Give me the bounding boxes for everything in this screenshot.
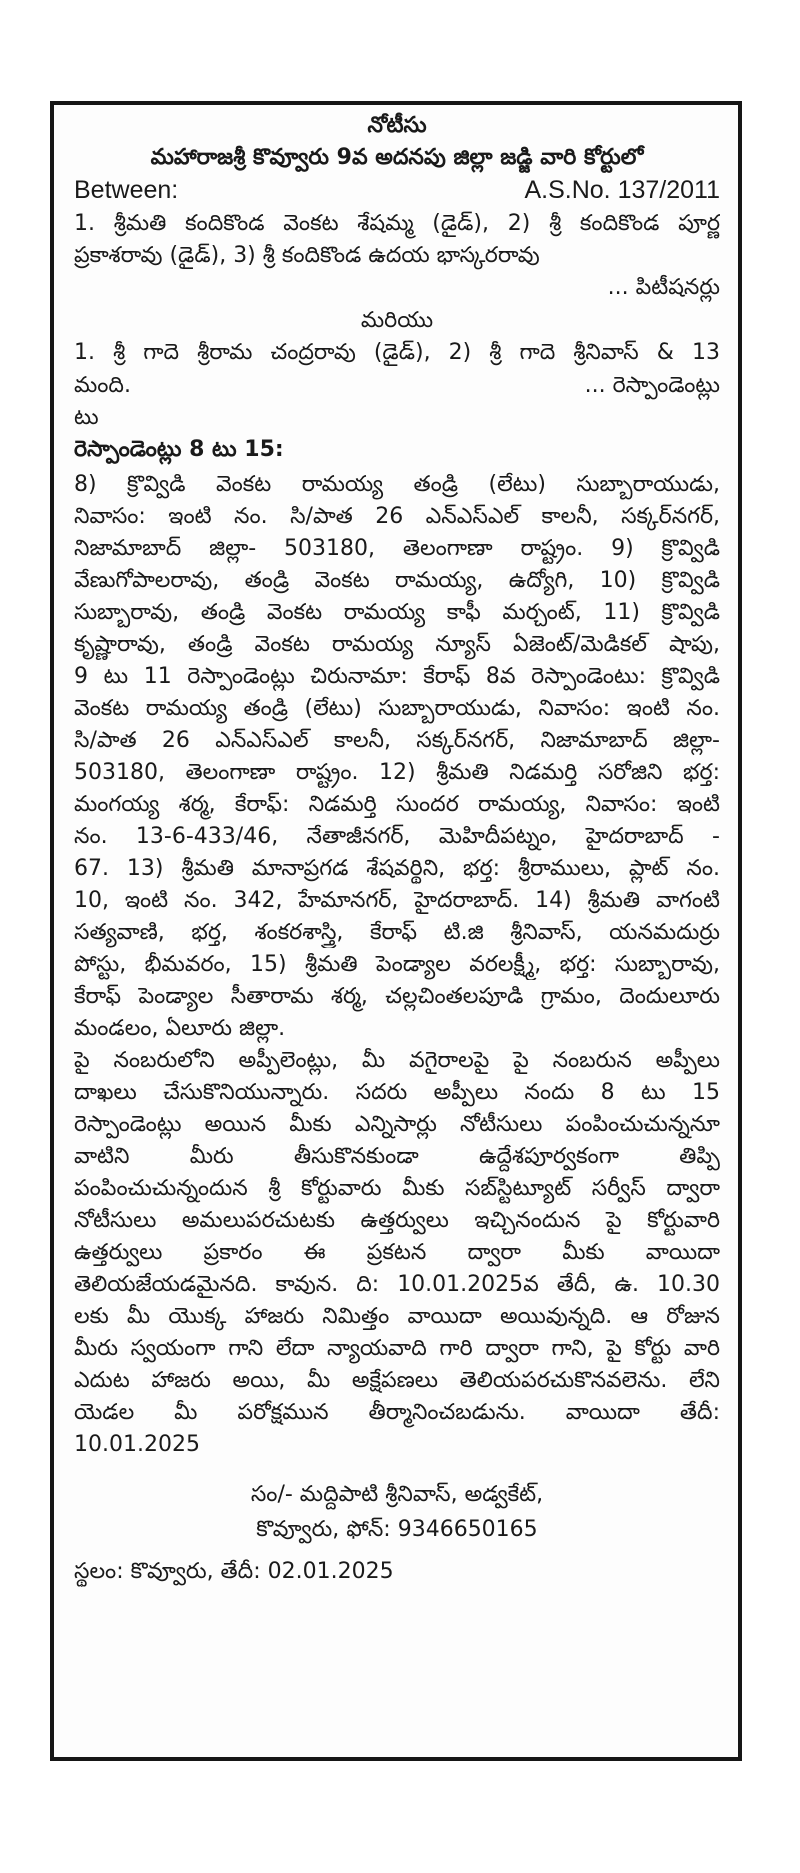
body-line: నివాసం: ఇంటి నం. సి/పాత 26 ఎన్ఎస్ఎల్ కాలనీ, సక్కర్‌నగర్, bbox=[74, 504, 720, 529]
advocate-signature: సం/- మద్దిపాటి శ్రీనివాస్, అడ్వకేట్, bbox=[250, 1482, 544, 1507]
body-line: నిజామాబాద్ జిల్లా- 503180, తెలంగాణా రాష్ట్రం. 9) క్రొవ్విడి bbox=[74, 536, 720, 561]
body-line: మంగయ్య శర్మ, కేరాఫ్: నిడమర్తి సుందర రామయ్య, నివాసం: ఇంటి bbox=[74, 792, 720, 817]
body-line: కేరాఫ్ పెండ్యాల సీతారామ శర్మ, చల్లచింతలపూడి గ్రామం, దెందులూరు bbox=[74, 984, 720, 1009]
body-line: సి/పాత 26 ఎన్ఎస్ఎల్ కాలనీ, సక్కర్‌నగర్, నిజామాబాద్ జిల్లా- bbox=[74, 728, 720, 753]
body-line: 8) క్రొవ్విడి వెంకట రామయ్య తండ్రి (లేటు) సుబ్బారాయుడు, bbox=[74, 472, 720, 497]
message-line: పంపించుచున్నందున శ్రీ కోర్టువారు మీకు సబ్‌స్టిట్యూట్ సర్వీస్ ద్వారా bbox=[74, 1176, 720, 1201]
notice-content bbox=[74, 105, 720, 1757]
body-line: 67. 13) శ్రీమతి మానాప్రగడ శేషవర్థిని, భర్త: శ్రీరాములు, ప్లాట్ నం. bbox=[74, 856, 720, 881]
body-line: వేణుగోపాలరావు, తండ్రి వెంకట రామయ్య, ఉద్యోగి, 10) క్రొవ్విడి bbox=[74, 568, 720, 593]
message-line: యెడల మీ పరోక్షమున తీర్మానించబడును. వాయిదా తేదీ: bbox=[74, 1400, 720, 1425]
message-line: ఎదుట హాజరు అయి, మీ అక్షేపణలు తెలియపరచుకొనవలెను. లేని bbox=[74, 1368, 720, 1393]
body-line: మండలం, ఏలూరు జిల్లా. bbox=[74, 1016, 286, 1041]
notice-title: నోటీసు bbox=[367, 113, 427, 138]
body-line: 503180, తెలంగాణా రాష్ట్రం. 12) శ్రీమతి నిడమర్తి సరోజిని భర్త: bbox=[74, 760, 720, 785]
message-line: వాటిని మీరు తీసుకొనకుండా ఉద్దేశపూర్వకంగా తిప్పి bbox=[74, 1144, 720, 1169]
message-line: మీరు స్వయంగా గాని లేదా న్యాయవాది గారి ద్వారా గాని, పై కోర్టు వారి bbox=[74, 1336, 720, 1361]
message-line: పై నంబరులోని అప్పీలెంట్లు, మీ వగైరాలపై పై నంబరున అప్పీలు bbox=[74, 1048, 720, 1073]
body-line: కృష్ణారావు, తండ్రి వెంకట రామయ్య న్యూస్ ఏజెంట్/మెడికల్ షాపు, bbox=[74, 632, 720, 657]
petitioners-line-1: 1. శ్రీమతి కందికొండ వెంకట శేషమ్మ (డైడ్), 2) శ్రీ కందికొండ పూర్ణ bbox=[74, 211, 720, 236]
legal-notice-box bbox=[50, 101, 742, 1761]
message-line: రెస్పాండెంట్లు అయిన మీకు ఎన్నిసార్లు నోటీసులు పంపించుచున్ననూ bbox=[74, 1112, 720, 1137]
message-line: నోటీసులు అమలుపరచుటకు ఉత్తర్వులు ఇచ్చినందున పై కోర్టువారి bbox=[74, 1208, 720, 1233]
petitioners-role: ... పిటీషనర్లు bbox=[607, 275, 720, 300]
case-header bbox=[74, 175, 720, 205]
respondents-role: ... రెస్పాండెంట్లు bbox=[584, 373, 720, 398]
body-line: సుబ్బారావు, తండ్రి వెంకట రామయ్య కాఫీ మర్చంట్, 11) క్రొవ్విడి bbox=[74, 600, 720, 625]
message-line: తెలియజేయడమైనది. కావున. ది: 10.01.2025వ తేదీ, ఉ. 10.30 bbox=[74, 1272, 720, 1297]
body-line: వెంకట రామయ్య తండ్రి (లేటు) సుబ్బారాయుడు, నివాసం: ఇంటి నం. bbox=[74, 696, 720, 721]
respondents-heading: రెస్పాండెంట్లు 8 టు 15: bbox=[74, 437, 284, 462]
respondents-line-2: మంది. bbox=[74, 373, 131, 398]
body-line: 9 టు 11 రెస్పాండెంట్లు చిరునామా: కేరాఫ్ 8వ రెస్పాండెంటు: క్రొవ్విడి bbox=[74, 664, 720, 689]
body-line: 10, ఇంటి నం. 342, హేమానగర్, హైదరాబాద్. 14) శ్రీమతి వాగంటి bbox=[74, 888, 720, 913]
message-line: 10.01.2025 bbox=[74, 1432, 200, 1457]
body-line: సత్యవాణి, భర్త, శంకరశాస్త్రి, కేరాఫ్ టి.జి శ్రీనివాస్, యనమదుర్రు bbox=[74, 920, 720, 945]
petitioners-line-2: ప్రకాశరావు (డైడ్), 3) శ్రీ కందికొండ ఉదయ భాస్కరరావు bbox=[74, 243, 540, 268]
case-number: A.S.No. 137/2011 bbox=[524, 176, 720, 204]
respondents-role-continuation: టు bbox=[74, 405, 99, 430]
court-name: మహారాజశ్రీ కొవ్వూరు 9వ అదనపు జిల్లా జడ్జి వారి కోర్టులో bbox=[150, 145, 644, 170]
message-line: లకు మీ యొక్క హాజరు నిమిత్తం వాయిదా అయివున్నది. ఆ రోజున bbox=[74, 1304, 720, 1329]
between-label: Between: bbox=[74, 176, 179, 204]
advocate-contact: కొవ్వూరు, ఫోన్: 9346650165 bbox=[256, 1517, 538, 1542]
body-line: పోస్టు, భీమవరం, 15) శ్రీమతి పెండ్యాల వరలక్ష్మీ, భర్త: సుబ్బారావు, bbox=[74, 952, 720, 977]
body-line: నం. 13-6-433/46, నేతాజీనగర్, మెహిదీపట్నం, హైదరాబాద్ - bbox=[74, 824, 720, 849]
respondents-line-1: 1. శ్రీ గాదె శ్రీరామ చంద్రరావు (డైడ్), 2) శ్రీ గాదె శ్రీనివాస్ & 13 bbox=[74, 340, 720, 365]
message-line: ఉత్తర్వులు ప్రకారం ఈ ప్రకటన ద్వారా మీకు వాయిదా bbox=[74, 1240, 720, 1265]
message-line: దాఖలు చేసుకొనియున్నారు. సదరు అప్పీలు నందు 8 టు 15 bbox=[74, 1080, 720, 1105]
place-and-date: స్థలం: కొవ్వూరు, తేదీ: 02.01.2025 bbox=[74, 1559, 394, 1584]
and-separator: మరియు bbox=[360, 308, 434, 333]
